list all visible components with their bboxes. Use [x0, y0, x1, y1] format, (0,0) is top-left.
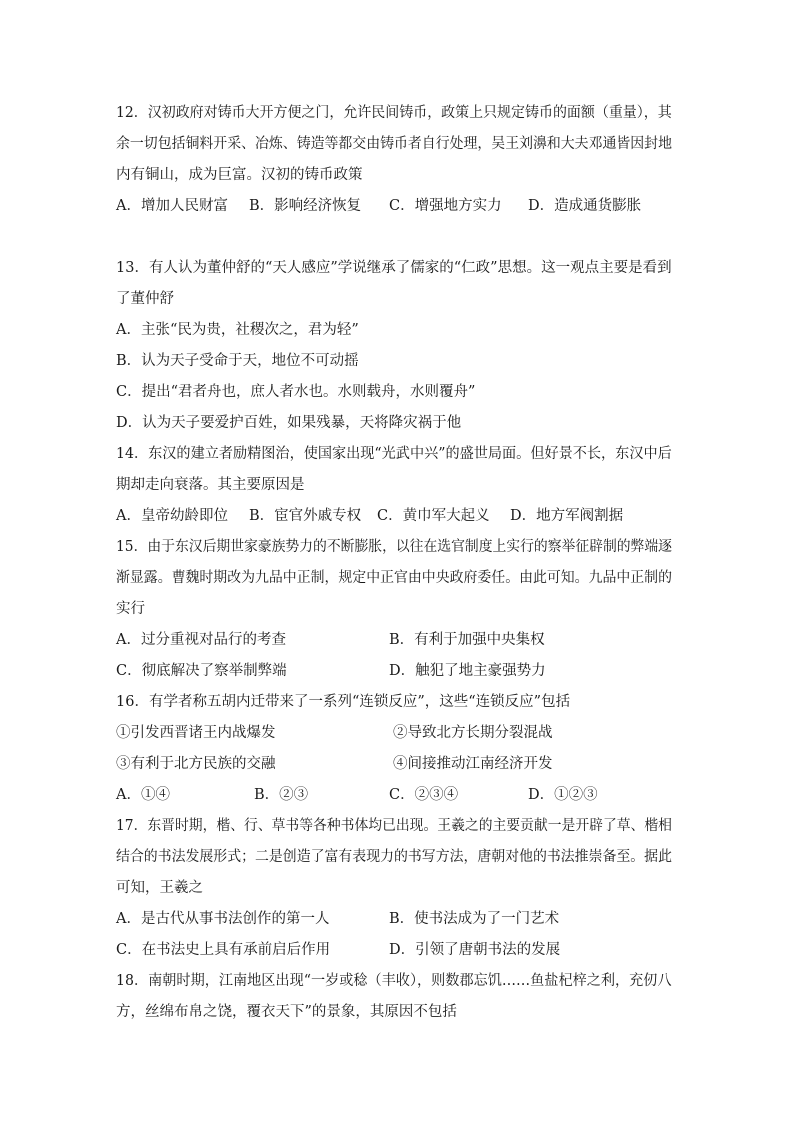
- question-13-stem-line-2: 了董仲舒: [116, 291, 174, 307]
- question-18-stem-line-1: 18．南朝时期，江南地区出现“一岁或稔（丰收），则数郡忘饥……鱼盐杞梓之利，充仞八: [116, 973, 672, 989]
- question-14-stem-line-2: 期却走向衰落。其主要原因是: [116, 477, 305, 493]
- question-18-stem-line-2: 方，丝绵布帛之饶，覆衣天下”的景象，其原因不包括: [116, 1004, 457, 1020]
- question-17-option-c: C．在书法史上具有承前启后作用: [116, 942, 331, 958]
- question-17-stem-line-1: 17．东晋时期，楷、行、草书等各种书体均已出现。王羲之的主要贡献一是开辟了草、楷相: [116, 818, 672, 834]
- question-12-option-d: D．造成通货膨胀: [528, 198, 642, 214]
- question-14-option-b: B．宦官外戚专权: [249, 508, 362, 524]
- question-13-option-b: B．认为天子受命于天，地位不可动摇: [116, 353, 359, 369]
- question-14-option-c: C．黄巾军大起义: [377, 508, 490, 524]
- question-15-option-d: D．触犯了地主豪强势力: [389, 663, 546, 679]
- question-17-option-a: A．是古代从事书法创作的第一人: [116, 911, 330, 927]
- question-17-option-b: B．使书法成为了一门艺术: [389, 911, 560, 927]
- question-13-option-d: D．认为天子要爱护百姓，如果残暴，天将降灾祸于他: [116, 415, 462, 431]
- question-16-item-4: ④间接推动江南经济开发: [393, 756, 553, 772]
- question-14-option-d: D．地方军阀割据: [510, 508, 624, 524]
- question-15-stem-line-3: 实行: [116, 601, 145, 617]
- question-16-option-c: C．②③④: [389, 787, 459, 803]
- question-12-option-c: C．增强地方实力: [389, 198, 502, 214]
- question-16-option-a: A．①④: [116, 787, 170, 803]
- question-13-stem-line-1: 13．有人认为董仲舒的“天人感应”学说继承了儒家的“仁政”思想。这一观点主要是看到: [116, 260, 672, 276]
- question-12-stem-line-2: 余一切包括铜料开采、冶炼、铸造等都交由铸币者自行处理，吴王刘濞和大夫邓通皆因封地: [116, 136, 672, 152]
- question-17-option-d: D．引领了唐朝书法的发展: [389, 942, 561, 958]
- question-17-stem-line-3: 可知，王羲之: [116, 880, 203, 896]
- question-15-stem-line-2: 渐显露。曹魏时期改为九品中正制，规定中正官由中央政府委任。由此可知。九品中正制的: [116, 570, 672, 586]
- question-15-stem-line-1: 15．由于东汉后期世家豪族势力的不断膨胀，以往在选官制度上实行的察举征辟制的弊端逐: [116, 539, 672, 555]
- question-16-option-b: B．②③: [254, 787, 309, 803]
- question-15-option-c: C．彻底解决了察举制弊端: [116, 663, 287, 679]
- question-16-stem-line-1: 16．有学者称五胡内迁带来了一系列“连锁反应”，这些“连锁反应”包括: [116, 694, 571, 710]
- question-12-option-a: A．增加人民财富: [116, 198, 228, 214]
- question-14-stem-line-1: 14．东汉的建立者励精图治，使国家出现“光武中兴”的盛世局面。但好景不长，东汉中后: [116, 446, 672, 462]
- question-12-stem-line-1: 12．汉初政府对铸币大开方便之门，允许民间铸币，政策上只规定铸币的面额（重量），其: [116, 105, 672, 121]
- question-14-option-a: A．皇帝幼龄即位: [116, 508, 228, 524]
- question-12-stem-line-3: 内有铜山，成为巨富。汉初的铸币政策: [116, 167, 363, 183]
- question-17-stem-line-2: 结合的书法发展形式；二是创造了富有表现力的书写方法，唐朝对他的书法推崇备至。据此: [116, 849, 672, 865]
- question-16-option-d: D．①②③: [528, 787, 598, 803]
- question-12-option-b: B．影响经济恢复: [249, 198, 362, 214]
- question-16-item-2: ②导致北方长期分裂混战: [393, 725, 553, 741]
- question-13-option-a: A．主张“民为贵，社稷次之，君为轻”: [116, 322, 359, 338]
- question-13-option-c: C．提出“君者舟也，庶人者水也。水则载舟，水则覆舟”: [116, 384, 476, 400]
- question-16-item-1: ①引发西晋诸王内战爆发: [116, 725, 276, 741]
- question-15-option-b: B．有利于加强中央集权: [389, 632, 545, 648]
- question-15-option-a: A．过分重视对品行的考查: [116, 632, 286, 648]
- question-16-item-3: ③有利于北方民族的交融: [116, 756, 276, 772]
